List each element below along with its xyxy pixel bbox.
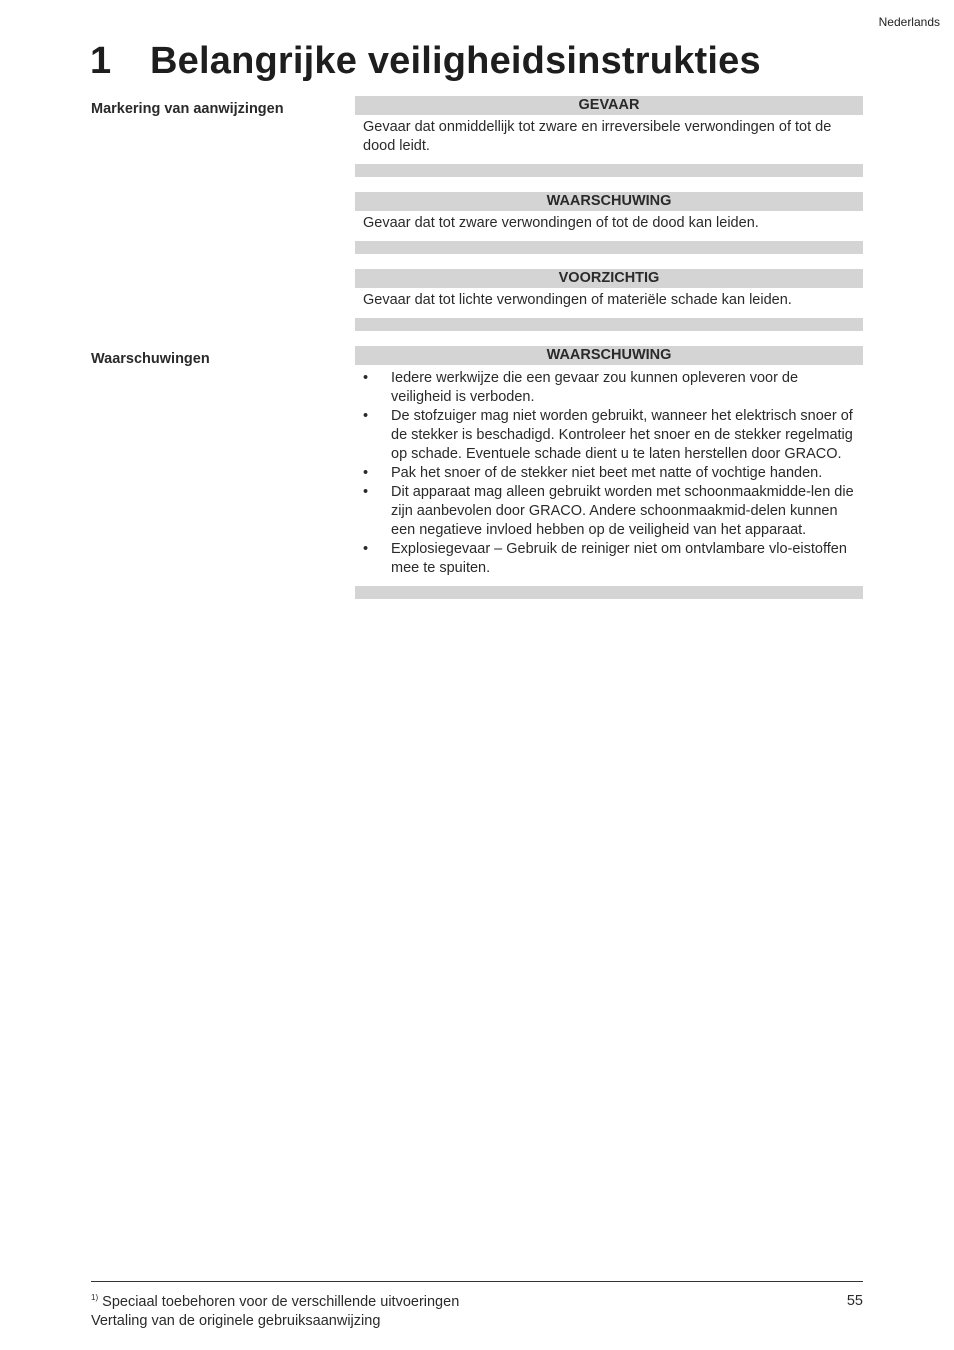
caution-box [355, 269, 863, 331]
list-item [363, 369, 855, 407]
list-item [363, 407, 855, 464]
warning-box [355, 192, 863, 254]
warnings-list-heading: WAARSCHUWING [355, 346, 863, 365]
list-item-text: De stofzuiger mag niet worden gebruikt, wanneer het elektrisch snoer of de stekker is beschadigd. Kontroleer het snoer en de stekker regelmatig op schade. Eventuele schade dient u te laten herstellen door GRACO. [391, 408, 853, 462]
bullet: • [363, 541, 369, 557]
warnings-list-box [355, 346, 863, 599]
bullet: • [363, 370, 369, 386]
bullet: • [363, 465, 369, 481]
danger-text: Gevaar dat onmiddellijk tot zware en irreversibele verwondingen of tot de dood leidt. [363, 119, 832, 154]
list-item-text: Pak het snoer of de stekker niet beet met natte of vochtige handen. [391, 465, 823, 481]
warnings-label: Waarschuwingen [91, 351, 210, 367]
footer-divider [91, 1281, 863, 1282]
box-footer-bar [355, 164, 863, 177]
language-label: Nederlands [878, 15, 940, 29]
warning-heading: WAARSCHUWING [355, 192, 863, 211]
footnote [91, 1293, 459, 1310]
caution-heading: VOORZICHTIG [355, 269, 863, 288]
list-item [363, 483, 855, 540]
warning-text: Gevaar dat tot zware verwondingen of tot de dood kan leiden. [363, 215, 759, 231]
list-item-text: Dit apparaat mag alleen gebruikt worden met schoonmaakmidde-len die zijn aanbevolen door GRACO. Andere schoonmaakmid-delen kunnen een negatieve invloed hebben op de veiligheid van het apparaat. [391, 484, 854, 538]
box-footer-bar [355, 241, 863, 254]
box-footer-bar [355, 318, 863, 331]
box-footer-bar [355, 586, 863, 599]
danger-heading: GEVAAR [355, 96, 863, 115]
section-number: 1 [90, 40, 112, 82]
page-number: 55 [846, 1293, 863, 1309]
list-item-text: Iedere werkwijze die een gevaar zou kunnen opleveren voor de veiligheid is verboden. [391, 370, 799, 405]
footnote-mark: 1) [91, 1293, 99, 1302]
list-item-text: Explosiegevaar – Gebruik de reiniger niet om ontvlambare vlo-eistoffen mee te spuiten. [391, 541, 847, 576]
footnote-text: Speciaal toebehoren voor de verschillende uitvoeringen [102, 1294, 460, 1310]
warnings-list [363, 369, 855, 578]
section-title: Belangrijke veiligheidsinstrukties [150, 40, 761, 82]
bullet: • [363, 408, 369, 424]
bullet: • [363, 484, 369, 500]
list-item [363, 464, 855, 483]
marking-label: Markering van aanwijzingen [91, 101, 284, 117]
translation-note: Vertaling van de originele gebruiksaanwijzing [91, 1313, 381, 1329]
page-title [90, 40, 761, 83]
caution-text: Gevaar dat tot lichte verwondingen of materiële schade kan leiden. [363, 292, 792, 308]
list-item [363, 540, 855, 578]
danger-box [355, 96, 863, 177]
